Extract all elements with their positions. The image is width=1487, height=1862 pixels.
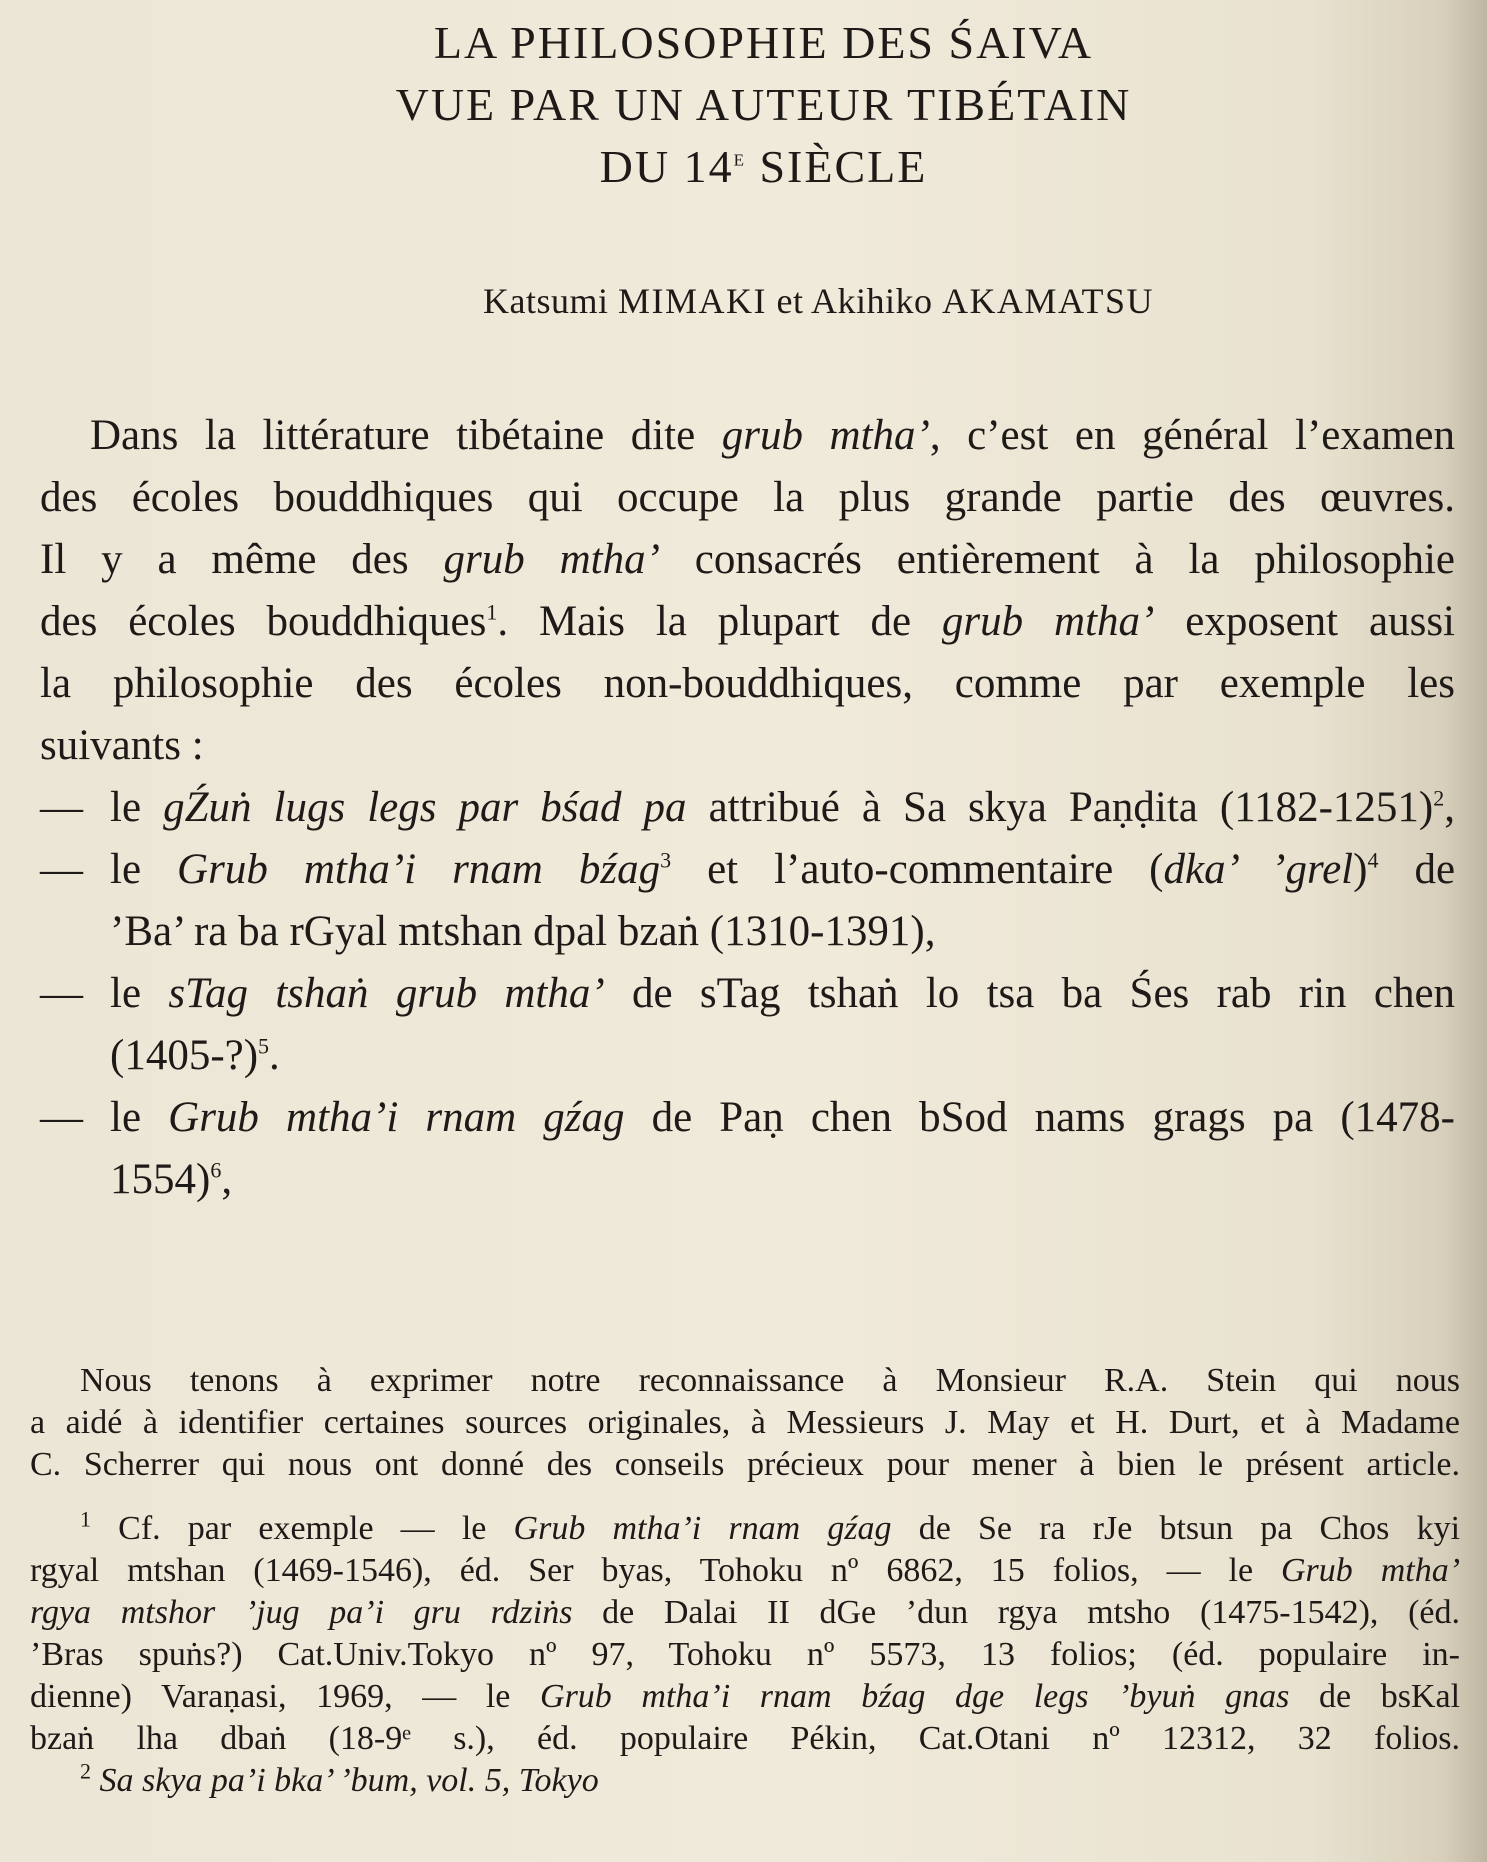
article-title (0, 12, 1487, 198)
acknowledgement-line: C. Scherrer qui nous ont donné des conseils précieux pour mener à bien le présent article. (30, 1446, 1460, 1483)
title-line-3: DU 14e SIÈCLE (599, 141, 928, 192)
list-item-continuation: ’Ba’ ra ba rGyal mtshan dpal bzaṅ (1310-1391), (110, 908, 936, 955)
list-item: — le sTag tshaṅ grub mtha’ de sTag tshaṅ lo tsa ba Śes rab rin chen (40, 970, 1456, 1017)
paragraph-line: Il y a même des grub mtha’ consacrés entièrement à la philosophie (40, 536, 1456, 583)
footnote-1: $^1$ Cf. par exemple — le Grub mtha’i rnam gźag de Se ra rJe btsun pa Chos kyi (80, 1506, 1461, 1547)
title-line-1: LA PHILOSOPHIE DES ŚAIVA (433, 17, 1094, 68)
paragraph-line: suivants : (40, 722, 204, 769)
footnote-line: ’Bras spuṅs?) Cat.Univ.Tokyo nº 97, Tohoku nº 5573, 13 folios; (éd. populaire in- (30, 1636, 1460, 1673)
acknowledgement-line: a aidé à identifier certaines sources originales, à Messieurs J. May et H. Durt, et à Madame (30, 1404, 1460, 1441)
paragraph-line: des écoles bouddhiques$^1$. Mais la plupart de grub mtha’ exposent aussi (40, 598, 1456, 645)
body-text (40, 405, 1455, 1211)
list-item: — le gŹuṅ lugs legs par bśad pa attribué à Sa skya Paṇḍita (1182-1251)$^2$, (40, 784, 1456, 831)
paragraph-line: Dans la littérature tibétaine dite grub mtha’, c’est en général l’examen (90, 412, 1456, 459)
footnotes (30, 1360, 1460, 1802)
list-item-continuation: (1405-?)$^5$. (110, 1032, 280, 1079)
footnote-line: bzaṅ lha dbaṅ (18-9ᵉ s.), éd. populaire Pékin, Cat.Otani nº 12312, 32 folios. (30, 1720, 1460, 1757)
paragraph-line: la philosophie des écoles non-bouddhiques, comme par exemple les (40, 660, 1455, 707)
author-line: Katsumi MIMAKI et Akihiko AKAMATSU (482, 281, 1155, 321)
footnote-line: dienne) Varaṇasi, 1969, — le Grub mtha’i rnam bźag dge legs ’byuṅ gnas de bsKal (30, 1678, 1461, 1715)
list-item: — le Grub mtha’i rnam gźag de Paṇ chen bSod nams grags pa (1478- (40, 1094, 1455, 1141)
title-line-2: VUE PAR UN AUTEUR TIBÉTAIN (395, 79, 1132, 130)
acknowledgement-line: Nous tenons à exprimer notre reconnaissance à Monsieur R.A. Stein qui nous (80, 1362, 1460, 1399)
footnote-line: rgyal mtshan (1469-1546), éd. Ser byas, Tohoku nº 6862, 15 folios, — le Grub mtha’ (30, 1552, 1461, 1589)
paragraph-line: des écoles bouddhiques qui occupe la plus grande partie des œuvres. (40, 474, 1455, 521)
list-item: — le Grub mtha’i rnam bźag$^3$ et l’auto-commentaire (dka’ ’grel)$^4$ de (40, 846, 1456, 893)
footnote-2: $^2$ Sa skya pa’i bka’ ’bum, vol. 5, Tokyo (80, 1758, 599, 1799)
footnote-line: rgya mtshor ’jug pa’i gru rdziṅs de Dalai II dGe ’dun rgya mtsho (1475-1542), (éd. (30, 1594, 1460, 1631)
list-item-continuation: 1554)$^6$, (110, 1156, 233, 1203)
